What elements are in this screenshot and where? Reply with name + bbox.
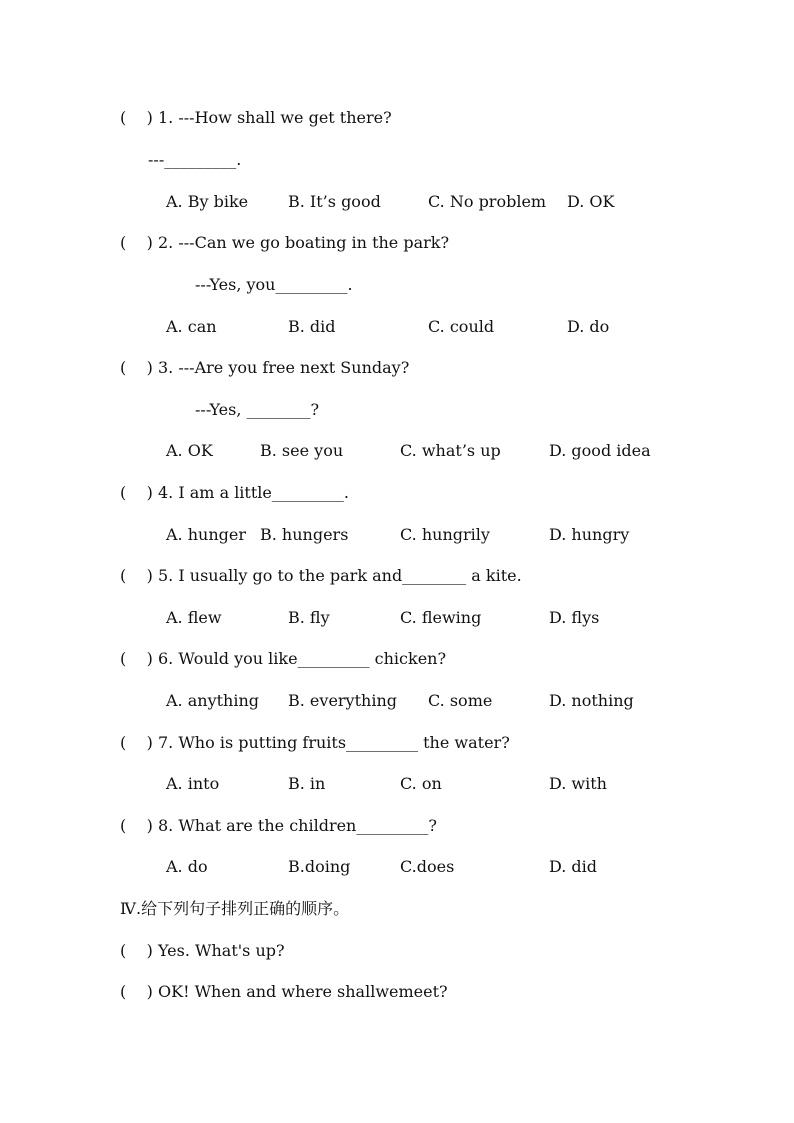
- answer-bracket[interactable]: ( ): [120, 108, 153, 127]
- answer-bracket[interactable]: ( ): [120, 733, 153, 752]
- answer-line: ---_________.: [148, 150, 242, 169]
- option-b[interactable]: B. did: [288, 317, 336, 336]
- question-number: 7.: [158, 733, 174, 752]
- question-4: [158, 483, 349, 503]
- option-a[interactable]: A. OK: [166, 441, 213, 460]
- question-stem: Who is putting fruits_________ the water?: [178, 733, 510, 752]
- answer-line: ---Yes, you_________.: [195, 275, 353, 294]
- answer-bracket[interactable]: ( ): [120, 566, 153, 585]
- question-number: 8.: [158, 816, 174, 835]
- option-b[interactable]: B. in: [288, 774, 326, 793]
- option-d[interactable]: D. flys: [549, 608, 600, 627]
- question-number: 2.: [158, 233, 174, 252]
- question-8: [158, 816, 437, 836]
- option-c[interactable]: C. on: [400, 774, 442, 793]
- question-stem: ---Are you free next Sunday?: [178, 358, 410, 377]
- option-a[interactable]: A. into: [166, 774, 220, 793]
- section-heading: Ⅳ.给下列句子排列正确的顺序。: [120, 899, 350, 918]
- option-a[interactable]: A. do: [166, 857, 208, 876]
- answer-bracket[interactable]: ( ): [120, 941, 153, 960]
- option-b[interactable]: B. It’s good: [288, 192, 381, 211]
- question-stem: I usually go to the park and________ a kite.: [178, 566, 522, 585]
- option-b[interactable]: B. hungers: [260, 525, 349, 544]
- option-b[interactable]: B.doing: [288, 857, 351, 876]
- option-c[interactable]: C. what’s up: [400, 441, 501, 460]
- question-5: [158, 566, 522, 586]
- option-b[interactable]: B. see you: [260, 441, 344, 460]
- option-c[interactable]: C. hungrily: [400, 525, 490, 544]
- question-number: 5.: [158, 566, 174, 585]
- option-c[interactable]: C.does: [400, 857, 455, 876]
- ordering-item: Yes. What's up?: [158, 941, 285, 960]
- option-d[interactable]: D. did: [549, 857, 598, 876]
- option-d[interactable]: D. OK: [567, 192, 615, 211]
- option-c[interactable]: C. flewing: [400, 608, 482, 627]
- question-3: [158, 358, 409, 378]
- answer-bracket[interactable]: ( ): [120, 233, 153, 252]
- ordering-item: OK! When and where shallwemeet?: [158, 982, 448, 1001]
- option-d[interactable]: D. hungry: [549, 525, 630, 544]
- option-c[interactable]: C. could: [428, 317, 495, 336]
- option-c[interactable]: C. No problem: [428, 192, 547, 211]
- option-d[interactable]: D. with: [549, 774, 607, 793]
- option-a[interactable]: A. hunger: [166, 525, 246, 544]
- answer-bracket[interactable]: ( ): [120, 816, 153, 835]
- answer-bracket[interactable]: ( ): [120, 982, 153, 1001]
- question-number: 3.: [158, 358, 174, 377]
- question-2: [158, 233, 449, 253]
- option-d[interactable]: D. good idea: [549, 441, 651, 460]
- option-a[interactable]: A. By bike: [166, 192, 249, 211]
- question-number: 1.: [158, 108, 174, 127]
- option-d[interactable]: D. do: [567, 317, 610, 336]
- answer-bracket[interactable]: ( ): [120, 358, 153, 377]
- question-number: 6.: [158, 649, 174, 668]
- question-6: [158, 649, 446, 669]
- option-a[interactable]: A. anything: [166, 691, 260, 710]
- question-stem: Would you like_________ chicken?: [178, 649, 447, 668]
- question-stem: ---Can we go boating in the park?: [178, 233, 450, 252]
- option-a[interactable]: A. can: [166, 317, 217, 336]
- question-1: [158, 108, 392, 128]
- option-b[interactable]: B. fly: [288, 608, 330, 627]
- option-c[interactable]: C. some: [428, 691, 493, 710]
- question-stem: What are the children_________?: [178, 816, 437, 835]
- option-a[interactable]: A. flew: [166, 608, 222, 627]
- option-d[interactable]: D. nothing: [549, 691, 634, 710]
- answer-line: ---Yes, ________?: [195, 400, 320, 419]
- answer-bracket[interactable]: ( ): [120, 649, 153, 668]
- question-number: 4.: [158, 483, 174, 502]
- option-b[interactable]: B. everything: [288, 691, 397, 710]
- answer-bracket[interactable]: ( ): [120, 483, 153, 502]
- question-7: [158, 733, 510, 753]
- question-stem: ---How shall we get there?: [178, 108, 392, 127]
- question-stem: I am a little_________.: [178, 483, 349, 502]
